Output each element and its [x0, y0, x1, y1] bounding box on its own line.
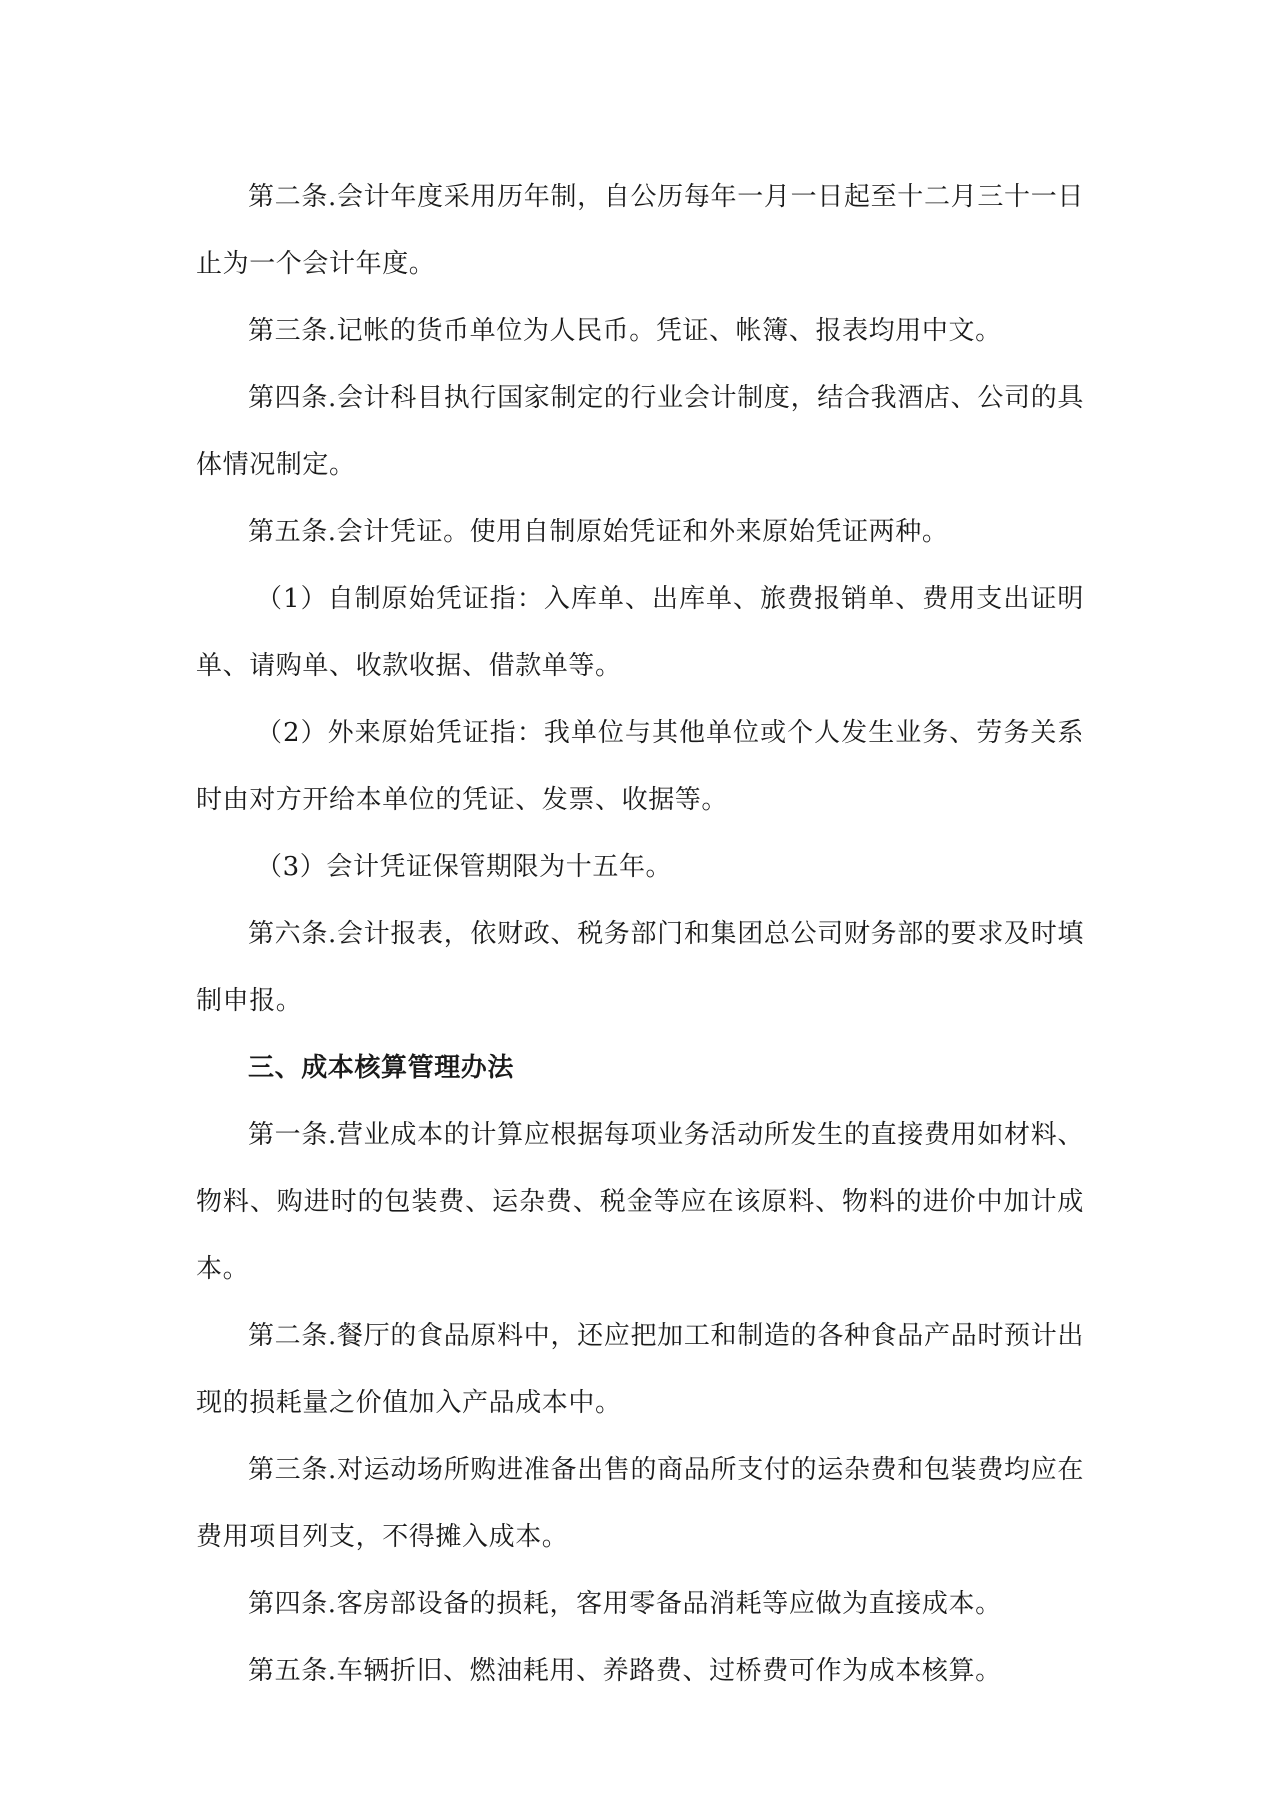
section-3-heading: 三、成本核算管理办法	[248, 1053, 515, 1083]
article-5-vouchers: 第五条.会计凭证。使用自制原始凭证和外来原始凭证两种。	[248, 517, 949, 547]
voucher-item-3: （3）会计凭证保管期限为十五年。	[256, 852, 673, 882]
article-6-reports: 第六条.会计报表，依财政、税务部门和集团总公司财务部的要求及时填制申报。	[196, 919, 1084, 1016]
article-3-currency: 第三条.记帐的货币单位为人民币。凭证、帐簿、报表均用中文。	[248, 316, 1002, 346]
article-4-accounts: 第四条.会计科目执行国家制定的行业会计制度，结合我酒店、公司的具体情况制定。	[196, 383, 1084, 480]
cost-article-2: 第二条.餐厅的食品原料中，还应把加工和制造的各种食品产品时预计出现的损耗量之价值加入产品成本中。	[196, 1321, 1084, 1418]
article-2-fiscal-year: 第二条.会计年度采用历年制，自公历每年一月一日起至十二月三十一日止为一个会计年度。	[196, 182, 1084, 279]
voucher-item-1: （1）自制原始凭证指：入库单、出库单、旅费报销单、费用支出证明单、请购单、收款收据、借款单等。	[196, 584, 1084, 681]
cost-article-4: 第四条.客房部设备的损耗，客用零备品消耗等应做为直接成本。	[248, 1589, 1002, 1619]
cost-article-5: 第五条.车辆折旧、燃油耗用、养路费、过桥费可作为成本核算。	[248, 1656, 1002, 1686]
voucher-item-2: （2）外来原始凭证指：我单位与其他单位或个人发生业务、劳务关系时由对方开给本单位的凭证、发票、收据等。	[196, 718, 1084, 815]
document-body	[196, 164, 1084, 1705]
cost-article-1: 第一条.营业成本的计算应根据每项业务活动所发生的直接费用如材料、物料、购进时的包装费、运杂费、税金等应在该原料、物料的进价中加计成本。	[196, 1120, 1084, 1284]
cost-article-3: 第三条.对运动场所购进准备出售的商品所支付的运杂费和包装费均应在费用项目列支，不得摊入成本。	[196, 1455, 1084, 1552]
